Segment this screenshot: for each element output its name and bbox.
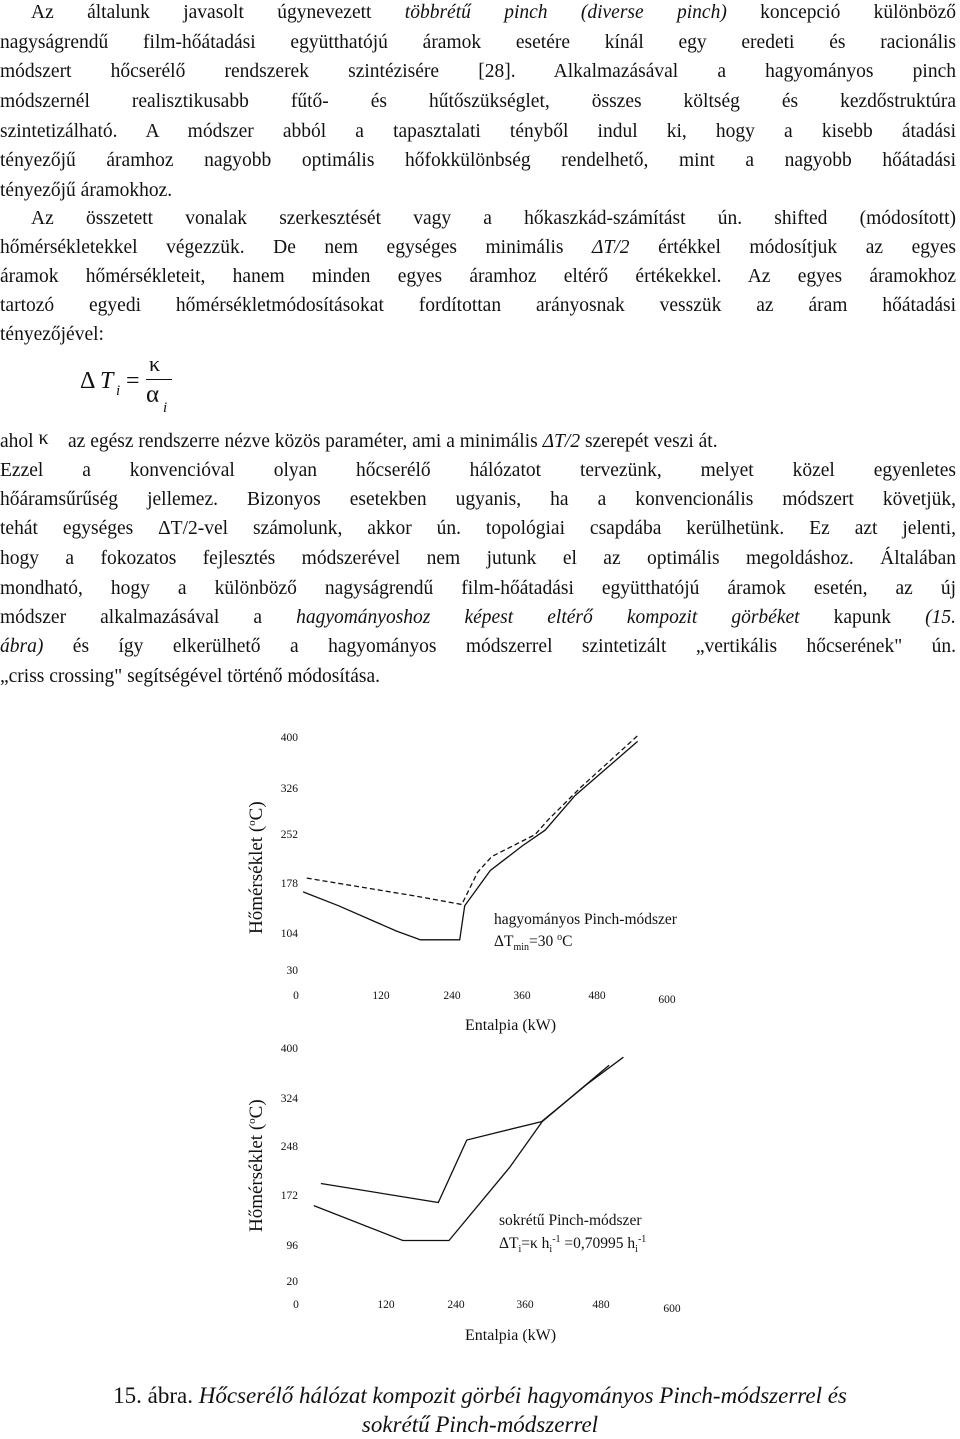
formula-alpha-subscript: i [163,400,168,416]
figure-caption [0,1381,960,1410]
chart2-x-tick-label: 240 [447,1299,465,1311]
p2-line-2: hőmérsékletekkel végezzük. De nem egységes minimális ΔT/2 értékkel módosítjuk az egyes [0,237,956,258]
p3-line-9: „criss crossing" segítségével történő módosítása. [0,666,381,687]
chart1-x-tick-label: 600 [658,994,676,1006]
chart1-x-tick-label: 240 [443,990,461,1002]
chart1-y-axis-label: Hőmérséklet ($^o$C) [246,801,267,934]
chart2-y-tick-label: 20 [286,1276,298,1288]
chart-conventional-pinch [246,732,678,1034]
chart2-series-hot-composite-line [321,1057,624,1202]
p3-line-1: ahol κ az egész rendszerre nézve közös paraméter, ami a minimális ΔT/2 szerepét veszi át. [0,427,718,452]
p3-line-6: mondható, hogy a különböző nagyságrendű film-hőátadási együtthatójú áramok esetén, az új [0,578,956,599]
chart1-x-tick-label: 480 [588,990,606,1002]
p1-line-2: nagyságrendű film-hőátadási együtthatójú áramok esetére kínál egy eredeti és racionális [0,32,956,53]
p3-line-8: ábra) és így elkerülhető a hagyományos módszerrel szintetizált „vertikális hőcserének" ún. [0,636,956,657]
chart1-x-tick-label: 0 [293,990,299,1002]
p1-line-3: módszert hőcserélő rendszerek szintézisére [28]. Alkalmazásával a hagyományos pinch [0,61,956,82]
chart2-legend-title: sokrétű Pinch-módszer [499,1212,642,1229]
formula-equals: = [126,368,140,394]
chart2-x-tick-label: 120 [377,1299,395,1311]
chart1-y-tick-label: 252 [280,829,298,841]
formula-alpha: α [146,381,160,408]
chart1-x-tick-label: 360 [513,990,531,1002]
chart2-y-tick-label: 172 [280,1190,298,1202]
p1-line-5: szintetizálható. A módszer abból a tapasztalati tényből indul ki, hogy a kisebb átadási [0,121,956,142]
p1-line-6: tényezőjű áramhoz nagyobb optimális hőfokkülönbség rendelhető, mint a nagyobb hőátadási [0,150,956,171]
figure-caption-2 [0,1410,960,1439]
caption-title-1: Hőcserélő hálózat kompozit görbéi hagyományos Pinch-módszerrel és [192,1383,847,1408]
chart1-legend-title: hagyományos Pinch-módszer [494,911,677,928]
formula-delta: Δ [80,368,96,394]
chart1-y-tick-label: 104 [280,928,298,940]
chart2-y-tick-label: 96 [286,1240,298,1252]
chart1-delta-t-annotation: $\Delta T_{min}=30$ $^o$C [494,932,573,953]
p1-line-7: tényezőjű áramokhoz. [0,180,173,201]
chart2-x-tick-label: 480 [592,1299,610,1311]
caption-number: 15. ábra. [113,1383,193,1408]
p3-line-4: tehát egységes ΔT/2-vel számolunk, akkor ún. topológiai csapdába kerülhetünk. Ez azt jelenti, [0,518,956,539]
chart1-y-tick-label: 30 [286,965,298,977]
chart1-y-tick-label: 178 [280,878,298,890]
p2-line-5: tényezőjével: [0,324,104,345]
chart1-x-axis-label: Entalpia (kW) [465,1017,557,1034]
p3-line-5: hogy a fokozatos fejlesztés módszerével nem jutunk el az optimális megoldáshoz. Általában [0,548,956,569]
chart-diverse-pinch [246,1043,681,1344]
p2-line-1: Az összetett vonalak szerkesztését vagy a hőkaszkád-számítást ún. shifted (módosított) [31,208,956,229]
p1-line-1: Az általunk javasolt úgynevezett többrétű pinch (diverse pinch) koncepció különböző [31,2,956,23]
chart1-y-tick-label: 400 [280,732,298,744]
p3-line-2: Ezzel a konvencióval olyan hőcserélő hálózatot tervezünk, melyet közel egyenletes [0,460,956,481]
chart1-x-tick-label: 120 [372,990,390,1002]
chart2-x-tick-label: 360 [516,1299,534,1311]
p1-line-4: módszernél realisztikusabb fűtő- és hűtőszükséglet, összes költség és kezdőstruktúra [0,91,956,112]
p3-line-7: módszer alkalmazásával a hagyományoshoz képest eltérő kompozit görbéket kapunk (15. [0,607,956,628]
chart2-delta-t-annotation: $\Delta T_i=\kappa$ $h_i^{-1} =0,70995$ $h_i^{-1}$ [499,1234,647,1255]
chart1-series-hot-composite-line [307,736,638,905]
chart2-y-tick-label: 248 [280,1141,298,1153]
chart2-x-tick-label: 600 [663,1303,681,1315]
chart2-x-tick-label: 0 [293,1299,299,1311]
p2-line-3: áramok hőmérsékleteit, hanem minden egyes áramhoz eltérő értékekkel. Az egyes áramokhoz [0,266,956,287]
chart2-x-axis-label: Entalpia (kW) [465,1327,557,1344]
caption-title-2: sokrétű Pinch-módszerrel [361,1412,599,1437]
formula-kappa: κ [149,351,161,376]
p3-line-3: hőáramsűrűség jellemez. Bizonyos esetekben ugyanis, ha a konvencionális módszert követjük, [0,489,956,510]
chart2-y-axis-label: Hőmérséklet ($^o$C) [246,1099,267,1232]
chart2-y-tick-label: 324 [280,1093,298,1105]
p2-line-4: tartozó egyedi hőmérsékletmódosításokat fordítottan arányosnak vesszük az áram hőátadási [0,295,956,316]
chart2-y-tick-label: 400 [280,1043,298,1055]
chart1-y-tick-label: 326 [280,783,298,795]
formula-subscript: i [116,383,121,399]
formula-T: T [100,368,114,394]
